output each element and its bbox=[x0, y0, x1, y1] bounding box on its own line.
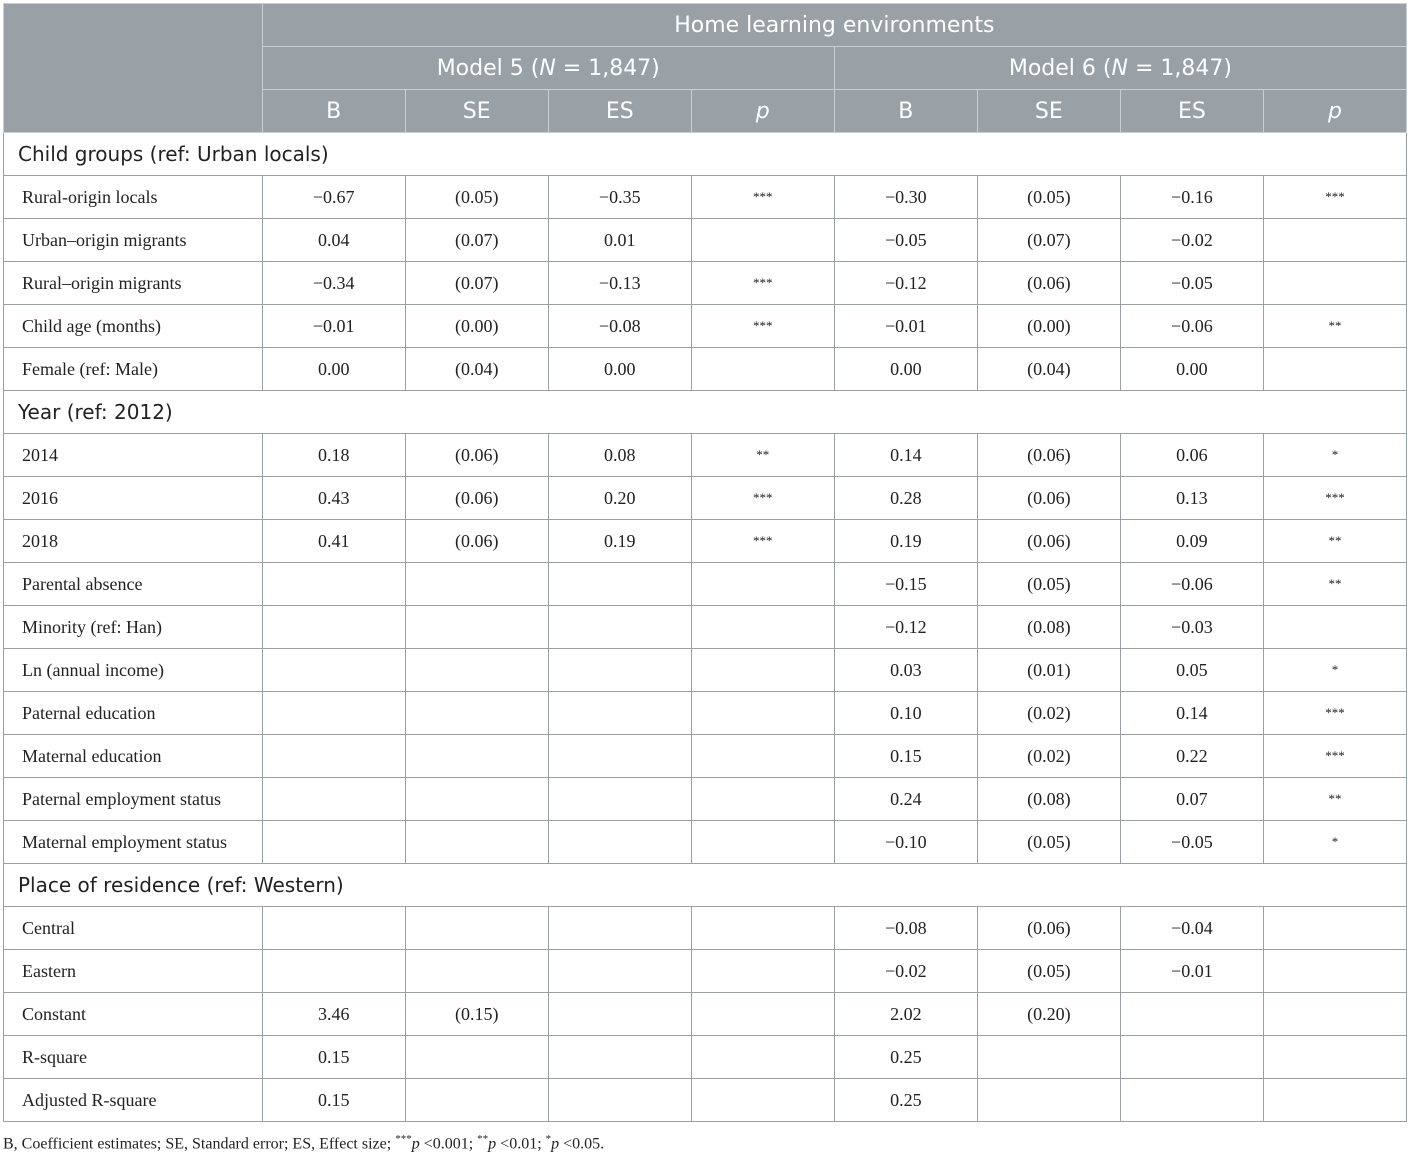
section-row bbox=[4, 133, 1407, 176]
cell-se bbox=[405, 821, 548, 864]
section-label: Year (ref: 2012) bbox=[4, 391, 1407, 434]
cell-se: (0.04) bbox=[977, 348, 1120, 391]
cell-b: −0.05 bbox=[834, 219, 977, 262]
row-label: Rural–origin migrants bbox=[4, 262, 263, 305]
row-label: Urban–origin migrants bbox=[4, 219, 263, 262]
cell-p bbox=[691, 907, 834, 950]
footnote-text: p bbox=[411, 1135, 420, 1153]
footnote-text: p bbox=[488, 1135, 497, 1153]
cell-p bbox=[691, 563, 834, 606]
cell-b: 0.19 bbox=[834, 520, 977, 563]
cell-es: −0.04 bbox=[1120, 907, 1263, 950]
cell-se: (0.02) bbox=[977, 735, 1120, 778]
cell-p bbox=[691, 219, 834, 262]
cell-b: −0.01 bbox=[262, 305, 405, 348]
footnote-text: <0.01; bbox=[496, 1135, 546, 1153]
cell-se: (0.08) bbox=[977, 778, 1120, 821]
cell-p: *** bbox=[691, 520, 834, 563]
cell-es bbox=[548, 606, 691, 649]
cell-b: 0.00 bbox=[834, 348, 977, 391]
cell-p: * bbox=[1263, 649, 1406, 692]
cell-p: *** bbox=[1263, 735, 1406, 778]
row-label: Maternal employment status bbox=[4, 821, 263, 864]
header-title: Home learning environments bbox=[262, 4, 1406, 47]
cell-b: 2.02 bbox=[834, 993, 977, 1036]
regression-table bbox=[3, 3, 1407, 1122]
cell-es bbox=[548, 649, 691, 692]
cell-b bbox=[262, 649, 405, 692]
cell-es bbox=[548, 950, 691, 993]
cell-se: (0.07) bbox=[405, 262, 548, 305]
cell-p bbox=[1263, 262, 1406, 305]
cell-p bbox=[1263, 606, 1406, 649]
cell-se: (0.01) bbox=[977, 649, 1120, 692]
cell-es bbox=[1120, 1079, 1263, 1122]
cell-es bbox=[548, 821, 691, 864]
cell-se: (0.06) bbox=[405, 477, 548, 520]
row-label: Child age (months) bbox=[4, 305, 263, 348]
table-row bbox=[4, 305, 1407, 348]
cell-p: *** bbox=[1263, 692, 1406, 735]
cell-p: *** bbox=[691, 305, 834, 348]
cell-se: (0.06) bbox=[977, 262, 1120, 305]
table-row bbox=[4, 606, 1407, 649]
cell-b: 0.04 bbox=[262, 219, 405, 262]
cell-se bbox=[405, 649, 548, 692]
col-header-se: SE bbox=[405, 90, 548, 133]
col-header-b: B bbox=[262, 90, 405, 133]
table-row bbox=[4, 477, 1407, 520]
cell-b: 0.28 bbox=[834, 477, 977, 520]
cell-es bbox=[548, 907, 691, 950]
table-footnote bbox=[3, 1133, 604, 1153]
cell-p bbox=[1263, 993, 1406, 1036]
table-row bbox=[4, 735, 1407, 778]
table-row bbox=[4, 778, 1407, 821]
cell-se: (0.06) bbox=[977, 434, 1120, 477]
cell-b: 0.18 bbox=[262, 434, 405, 477]
cell-p bbox=[691, 821, 834, 864]
table-row bbox=[4, 1079, 1407, 1122]
cell-b: 0.25 bbox=[834, 1036, 977, 1079]
cell-se bbox=[405, 907, 548, 950]
row-label: Female (ref: Male) bbox=[4, 348, 263, 391]
row-label: Maternal education bbox=[4, 735, 263, 778]
row-label: Ln (annual income) bbox=[4, 649, 263, 692]
cell-es bbox=[548, 563, 691, 606]
cell-se: (0.04) bbox=[405, 348, 548, 391]
section-label: Child groups (ref: Urban locals) bbox=[4, 133, 1407, 176]
cell-b: −0.34 bbox=[262, 262, 405, 305]
cell-se: (0.06) bbox=[405, 520, 548, 563]
table-row bbox=[4, 950, 1407, 993]
cell-b: 0.24 bbox=[834, 778, 977, 821]
col-header-es: ES bbox=[1120, 90, 1263, 133]
cell-es: 0.19 bbox=[548, 520, 691, 563]
cell-p: ** bbox=[1263, 520, 1406, 563]
cell-se bbox=[405, 1079, 548, 1122]
cell-p bbox=[1263, 348, 1406, 391]
cell-b: 0.43 bbox=[262, 477, 405, 520]
cell-es: 0.14 bbox=[1120, 692, 1263, 735]
row-label: Minority (ref: Han) bbox=[4, 606, 263, 649]
cell-se bbox=[405, 1036, 548, 1079]
cell-b: 0.00 bbox=[262, 348, 405, 391]
row-label: 2018 bbox=[4, 520, 263, 563]
cell-es: 0.06 bbox=[1120, 434, 1263, 477]
cell-se: (0.05) bbox=[977, 176, 1120, 219]
cell-b: −0.01 bbox=[834, 305, 977, 348]
cell-b: 0.25 bbox=[834, 1079, 977, 1122]
cell-p: *** bbox=[691, 176, 834, 219]
cell-b: −0.30 bbox=[834, 176, 977, 219]
cell-b: 0.14 bbox=[834, 434, 977, 477]
cell-se: (0.07) bbox=[405, 219, 548, 262]
cell-es bbox=[548, 778, 691, 821]
cell-se: (0.05) bbox=[405, 176, 548, 219]
cell-es: −0.06 bbox=[1120, 305, 1263, 348]
row-label: 2014 bbox=[4, 434, 263, 477]
col-header-b: B bbox=[834, 90, 977, 133]
cell-b: 0.15 bbox=[834, 735, 977, 778]
cell-b bbox=[262, 692, 405, 735]
cell-es: −0.35 bbox=[548, 176, 691, 219]
table-row bbox=[4, 649, 1407, 692]
cell-p bbox=[1263, 219, 1406, 262]
cell-p: ** bbox=[1263, 305, 1406, 348]
footnote-text: B, Coefficient estimates; SE, Standard error; ES, Effect size; bbox=[3, 1135, 396, 1153]
cell-b: −0.10 bbox=[834, 821, 977, 864]
table-row bbox=[4, 219, 1407, 262]
cell-p: *** bbox=[1263, 176, 1406, 219]
cell-b: 0.41 bbox=[262, 520, 405, 563]
cell-b bbox=[262, 735, 405, 778]
cell-es bbox=[548, 993, 691, 1036]
table-row bbox=[4, 434, 1407, 477]
row-label: Central bbox=[4, 907, 263, 950]
cell-es: 0.05 bbox=[1120, 649, 1263, 692]
cell-es: 0.00 bbox=[548, 348, 691, 391]
cell-es bbox=[548, 1079, 691, 1122]
cell-p: * bbox=[1263, 821, 1406, 864]
cell-p: ** bbox=[691, 434, 834, 477]
cell-b: −0.15 bbox=[834, 563, 977, 606]
cell-p: *** bbox=[691, 477, 834, 520]
section-row bbox=[4, 391, 1407, 434]
cell-es: −0.16 bbox=[1120, 176, 1263, 219]
cell-p bbox=[1263, 1079, 1406, 1122]
table-row bbox=[4, 520, 1407, 563]
cell-se bbox=[405, 606, 548, 649]
row-label: Paternal employment status bbox=[4, 778, 263, 821]
cell-p bbox=[691, 1079, 834, 1122]
cell-se: (0.05) bbox=[977, 950, 1120, 993]
cell-se: (0.06) bbox=[977, 477, 1120, 520]
table-row bbox=[4, 821, 1407, 864]
footnote-text: <0.001; bbox=[419, 1135, 478, 1153]
cell-es bbox=[548, 692, 691, 735]
cell-se bbox=[977, 1036, 1120, 1079]
cell-es: −0.05 bbox=[1120, 821, 1263, 864]
section-label: Place of residence (ref: Western) bbox=[4, 864, 1407, 907]
row-label: Rural-origin locals bbox=[4, 176, 263, 219]
row-label: Paternal education bbox=[4, 692, 263, 735]
cell-es bbox=[1120, 993, 1263, 1036]
cell-b: 3.46 bbox=[262, 993, 405, 1036]
row-label: Constant bbox=[4, 993, 263, 1036]
cell-se: (0.02) bbox=[977, 692, 1120, 735]
cell-b: 0.15 bbox=[262, 1079, 405, 1122]
row-label: R-square bbox=[4, 1036, 263, 1079]
cell-es: 0.08 bbox=[548, 434, 691, 477]
cell-p bbox=[691, 348, 834, 391]
table-row bbox=[4, 348, 1407, 391]
header-blank bbox=[4, 4, 263, 133]
cell-es: 0.20 bbox=[548, 477, 691, 520]
cell-es: 0.09 bbox=[1120, 520, 1263, 563]
row-label: Adjusted R-square bbox=[4, 1079, 263, 1122]
cell-se: (0.06) bbox=[405, 434, 548, 477]
row-label: Eastern bbox=[4, 950, 263, 993]
col-header-p: p bbox=[1263, 90, 1406, 133]
cell-se: (0.05) bbox=[977, 821, 1120, 864]
cell-b: 0.10 bbox=[834, 692, 977, 735]
cell-se: (0.00) bbox=[405, 305, 548, 348]
col-header-p: p bbox=[691, 90, 834, 133]
model6-header: Model 6 (N = 1,847) bbox=[834, 47, 1406, 90]
cell-b: −0.08 bbox=[834, 907, 977, 950]
table-row bbox=[4, 262, 1407, 305]
table-body bbox=[4, 133, 1407, 1122]
cell-b: −0.02 bbox=[834, 950, 977, 993]
cell-b: −0.12 bbox=[834, 262, 977, 305]
col-header-se: SE bbox=[977, 90, 1120, 133]
cell-es: 0.01 bbox=[548, 219, 691, 262]
cell-b bbox=[262, 907, 405, 950]
cell-es: −0.02 bbox=[1120, 219, 1263, 262]
cell-es: −0.05 bbox=[1120, 262, 1263, 305]
cell-p: *** bbox=[1263, 477, 1406, 520]
cell-es: 0.22 bbox=[1120, 735, 1263, 778]
cell-es: −0.06 bbox=[1120, 563, 1263, 606]
cell-es bbox=[548, 1036, 691, 1079]
cell-se: (0.06) bbox=[977, 907, 1120, 950]
table-row bbox=[4, 692, 1407, 735]
cell-es bbox=[548, 735, 691, 778]
cell-p bbox=[691, 993, 834, 1036]
cell-p: ** bbox=[1263, 563, 1406, 606]
cell-p bbox=[1263, 1036, 1406, 1079]
cell-es: −0.01 bbox=[1120, 950, 1263, 993]
cell-p: ** bbox=[1263, 778, 1406, 821]
footnote-text: <0.05. bbox=[559, 1135, 605, 1153]
cell-b: −0.12 bbox=[834, 606, 977, 649]
cell-se bbox=[405, 778, 548, 821]
cell-b bbox=[262, 821, 405, 864]
cell-es: 0.07 bbox=[1120, 778, 1263, 821]
cell-es bbox=[1120, 1036, 1263, 1079]
cell-se: (0.07) bbox=[977, 219, 1120, 262]
table-row bbox=[4, 176, 1407, 219]
cell-p bbox=[691, 606, 834, 649]
table-row bbox=[4, 563, 1407, 606]
footnote-superscript: * bbox=[545, 1133, 552, 1145]
footnote-superscript: ** bbox=[477, 1133, 489, 1145]
cell-b bbox=[262, 563, 405, 606]
cell-es: −0.03 bbox=[1120, 606, 1263, 649]
cell-se: (0.05) bbox=[977, 563, 1120, 606]
cell-se: (0.06) bbox=[977, 520, 1120, 563]
cell-p bbox=[691, 1036, 834, 1079]
cell-p: *** bbox=[691, 262, 834, 305]
cell-b: 0.03 bbox=[834, 649, 977, 692]
row-label: Parental absence bbox=[4, 563, 263, 606]
cell-p bbox=[691, 649, 834, 692]
cell-p: * bbox=[1263, 434, 1406, 477]
cell-se bbox=[405, 563, 548, 606]
cell-p bbox=[691, 692, 834, 735]
cell-es: 0.00 bbox=[1120, 348, 1263, 391]
cell-es: −0.13 bbox=[548, 262, 691, 305]
cell-b bbox=[262, 606, 405, 649]
cell-b: 0.15 bbox=[262, 1036, 405, 1079]
col-header-es: ES bbox=[548, 90, 691, 133]
cell-p bbox=[1263, 950, 1406, 993]
cell-se bbox=[405, 950, 548, 993]
cell-es: −0.08 bbox=[548, 305, 691, 348]
cell-p bbox=[691, 735, 834, 778]
cell-se: (0.08) bbox=[977, 606, 1120, 649]
cell-se bbox=[977, 1079, 1120, 1122]
table-row bbox=[4, 993, 1407, 1036]
cell-b: −0.67 bbox=[262, 176, 405, 219]
cell-se bbox=[405, 692, 548, 735]
cell-b bbox=[262, 778, 405, 821]
table-header bbox=[4, 4, 1407, 133]
table-row bbox=[4, 907, 1407, 950]
cell-p bbox=[691, 950, 834, 993]
table-row bbox=[4, 1036, 1407, 1079]
cell-se bbox=[405, 735, 548, 778]
footnote-text: p bbox=[551, 1135, 560, 1153]
cell-se: (0.15) bbox=[405, 993, 548, 1036]
section-row bbox=[4, 864, 1407, 907]
cell-p bbox=[691, 778, 834, 821]
footnote-superscript: *** bbox=[395, 1133, 412, 1145]
cell-se: (0.20) bbox=[977, 993, 1120, 1036]
cell-es: 0.13 bbox=[1120, 477, 1263, 520]
cell-p bbox=[1263, 907, 1406, 950]
cell-b bbox=[262, 950, 405, 993]
row-label: 2016 bbox=[4, 477, 263, 520]
model5-header: Model 5 (N = 1,847) bbox=[262, 47, 834, 90]
cell-se: (0.00) bbox=[977, 305, 1120, 348]
